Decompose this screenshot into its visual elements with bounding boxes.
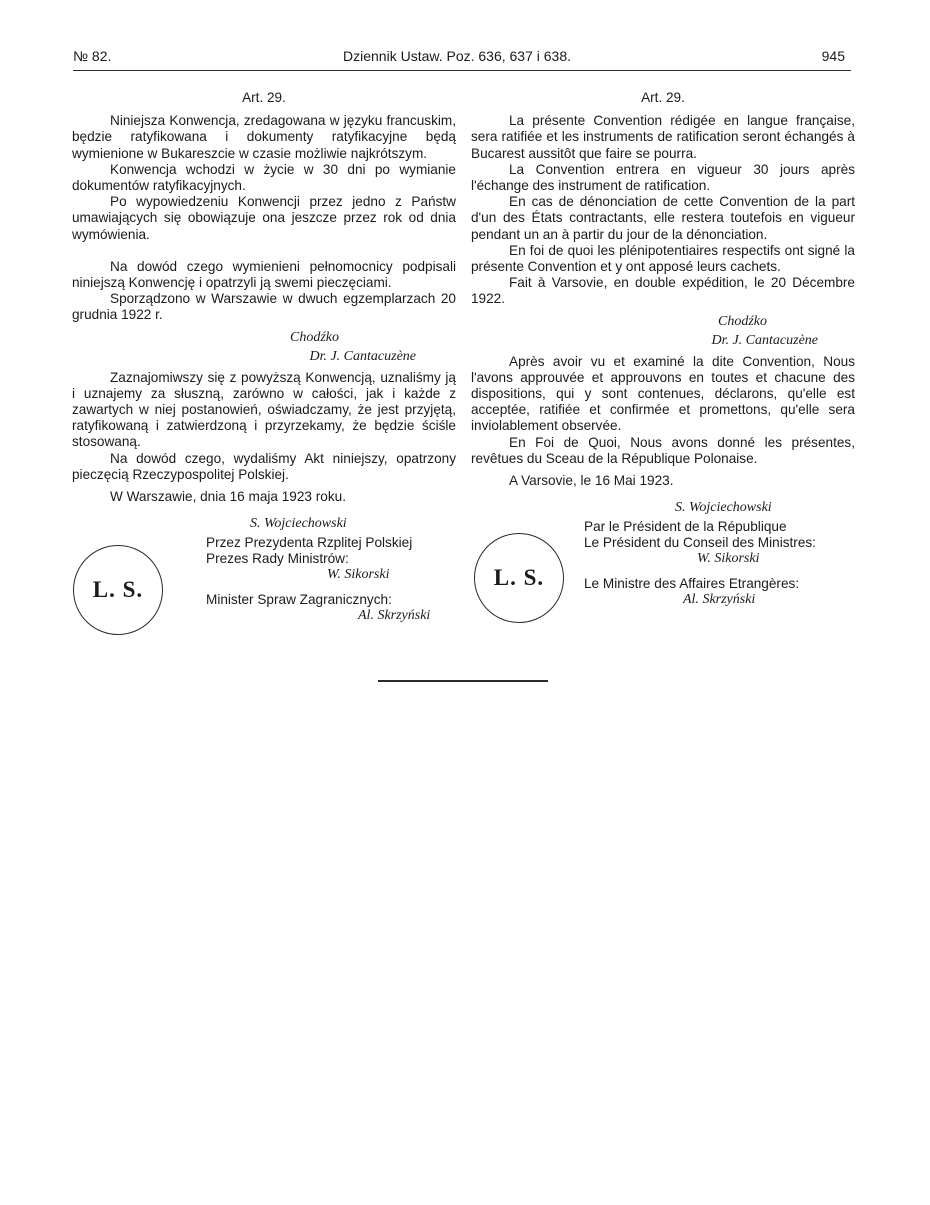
seal-stamp: L. S.: [73, 545, 163, 635]
paragraph: Konwencja wchodzi w życie w 30 dni po wymianie dokumentów ratyfikacyjnych.: [72, 161, 456, 194]
signature: Dr. J. Cantacuzène: [309, 348, 416, 364]
countersign-line: Par le Président de la République: [584, 519, 787, 535]
paragraph: Na dowód czego wymienieni pełnomocnicy podpisali niniejszą Konwencję i opatrzyli ją swemi pieczęciami.: [72, 258, 456, 291]
paragraph: La Convention entrera en vigueur 30 jours après l'échange des instrument de ratification.: [471, 161, 855, 194]
prime-minister-signature: W. Sikorski: [327, 567, 390, 583]
paragraph: Sporządzono w Warszawie w dwuch egzemplarzach 20 grudnia 1922 r.: [72, 291, 456, 323]
french-column: [471, 88, 855, 629]
place-date: W Warszawie, dnia 16 maja 1923 roku.: [110, 489, 346, 505]
minister-signature: Al. Skrzyński: [358, 608, 431, 624]
president-signature: S. Wojciechowski: [250, 516, 347, 532]
minister-title: Minister Spraw Zagranicznych:: [206, 592, 392, 608]
place-date: A Varsovie, le 16 Mai 1923.: [509, 473, 674, 489]
issue-number: № 82.: [73, 48, 112, 64]
seal-block: [471, 519, 855, 629]
paragraph: En Foi de Quoi, Nous avons donné les présentes, revêtues du Sceau de la République Polonaise.: [471, 434, 855, 466]
president-signature: S. Wojciechowski: [675, 500, 772, 516]
paragraph: Na dowód czego, wydaliśmy Akt niniejszy, opatrzony pieczęcią Rzeczypospolitej Polskiej.: [72, 450, 456, 482]
countersignatures: [584, 519, 816, 608]
header-rule: [73, 70, 851, 71]
paragraph: Niniejsza Konwencja, zredagowana w języku francuskim, będzie ratyfikowana i dokumenty ratyfikacyjne będą wymienione w Bukareszcie w czasie możliwie najkrótszym.: [72, 113, 456, 161]
paragraph: En cas de dénonciation de cette Convention de la part d'un des États contractants, elle restera toutefois en vigueur pendant un an à partir du jour de la dénonciation.: [471, 194, 855, 242]
article-heading: Art. 29.: [641, 90, 685, 105]
countersignatures: [206, 535, 430, 624]
paragraph: La présente Convention rédigée en langue française, sera ratifiée et les instruments de ratification seront échangés à Bucarest aussitôt que faire se pourra.: [471, 113, 855, 161]
minister-signature: Al. Skrzyński: [683, 592, 756, 608]
page-number: 945: [821, 48, 845, 64]
seal-block: [72, 535, 456, 645]
footer-rule: [378, 680, 548, 682]
countersign-line: Przez Prezydenta Rzplitej Polskiej: [206, 535, 413, 551]
page-header: [73, 48, 851, 70]
paragraph: En foi de quoi les plénipotentiaires respectifs ont signé la présente Convention et y ont apposé leurs cachets.: [471, 242, 855, 275]
prime-minister-signature: W. Sikorski: [697, 551, 760, 567]
signature: Dr. J. Cantacuzène: [711, 332, 818, 348]
paragraph: Après avoir vu et examiné la dite Convention, Nous l'avons approuvée et approuvons en toutes et chacune des dispositions, qui y sont contenues, déclarons, qu'elle est acceptée, ratifiée et confirmée et promettons, qu'elle sera inviolablement observée.: [471, 353, 855, 434]
signature: Chodźko: [718, 313, 767, 329]
minister-title: Le Ministre des Affaires Etrangères:: [584, 576, 800, 592]
journal-title: Dziennik Ustaw. Poz. 636, 637 i 638.: [343, 48, 572, 64]
countersign-line: Prezes Rady Ministrów:: [206, 551, 349, 567]
paragraph: Po wypowiedzeniu Konwencji przez jedno z Państw umawiających się obowiązuje ona jeszcze przez rok od dnia wymówienia.: [72, 194, 456, 242]
signature: Chodźko: [290, 329, 339, 345]
paragraph: Zaznajomiwszy się z powyższą Konwencją, uznaliśmy ją i uznajemy za słuszną, zarówno w całości, jak i każde z zawartych w niej postanowień, oświadczamy, że jest przyjętą, ratyfikowaną i zatwierdzoną i przyrzekamy, że będzie ściśle stosowaną.: [72, 369, 456, 450]
paragraph: Fait à Varsovie, en double expédition, le 20 Décembre 1922.: [471, 275, 855, 307]
seal-stamp: L. S.: [474, 533, 564, 623]
polish-column: [72, 88, 456, 645]
countersign-line: Le Président du Conseil des Ministres:: [584, 535, 816, 551]
article-heading: Art. 29.: [242, 90, 286, 105]
